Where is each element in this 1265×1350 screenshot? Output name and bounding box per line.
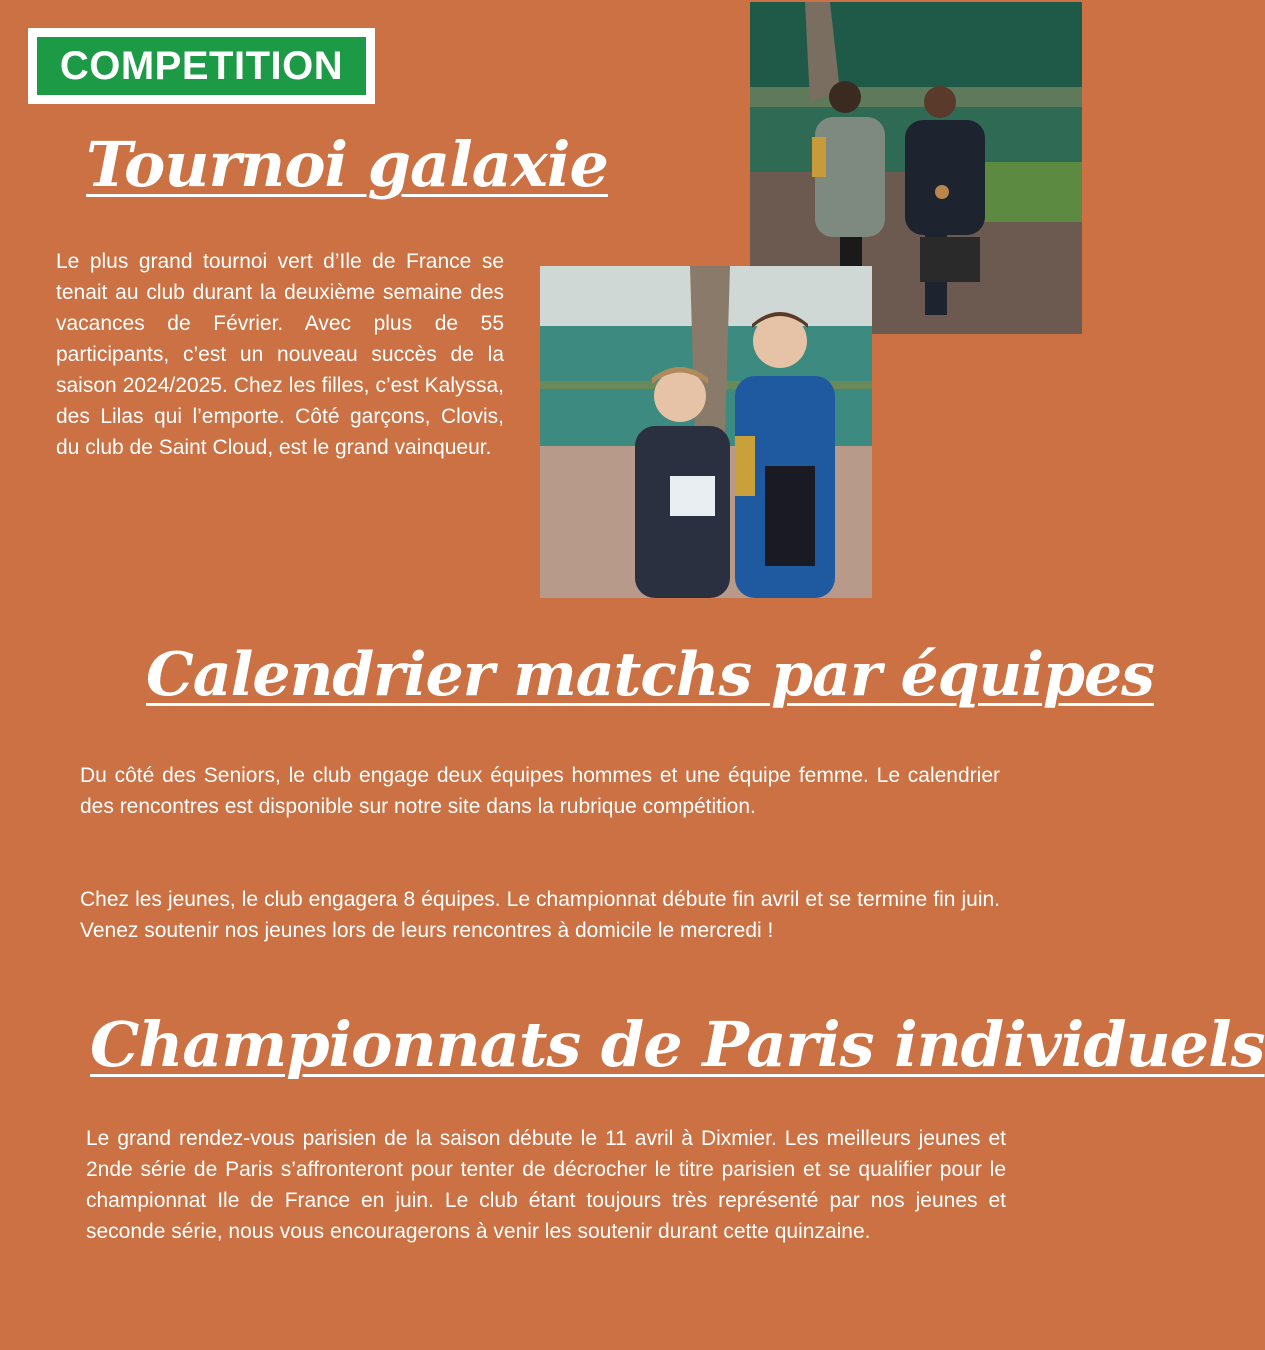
photo-boys-winners: [540, 266, 872, 598]
section-title-championnats: Championnats de Paris individuels: [90, 1008, 1265, 1081]
section-title-tournoi: Tournoi galaxie: [86, 128, 608, 201]
section-text-calendrier-jeunes: Chez les jeunes, le club engagera 8 équipes. Le championnat débute fin avril et se termine fin juin. Venez soutenir nos jeunes lors de leurs rencontres à domicile le mercredi !: [80, 888, 1000, 942]
section-text-championnats: Le grand rendez-vous parisien de la saison débute le 11 avril à Dixmier. Les meilleurs jeunes et 2nde série de Paris s’affronteront pour tenter de décrocher le titre parisien et se qualifier pour le championnat Ile de France en juin. Le club étant toujours très représenté par nos jeunes et seconde série, nous vous encouragerons à venir les soutenir durant cette quinzaine.: [86, 1127, 1006, 1243]
section-text-calendrier-seniors: Du côté des Seniors, le club engage deux équipes hommes et une équipe femme. Le calendrier des rencontres est disponible sur notre site dans la rubrique compétition.: [80, 764, 1000, 818]
section-title-calendrier: Calendrier matchs par équipes: [146, 640, 1154, 710]
competition-badge-label: COMPETITION: [37, 37, 366, 95]
competition-badge: [28, 28, 375, 104]
section-text-tournoi: Le plus grand tournoi vert d’Ile de France se tenait au club durant la deuxième semaine des vacances de Février. Avec plus de 55 participants, c’est un nouveau succès de la saison 2024/2025. Chez les filles, c’est Kalyssa, des Lilas qui l’emporte. Côté garçons, Clovis, du club de Saint Cloud, est le grand vainqueur.: [56, 250, 504, 459]
